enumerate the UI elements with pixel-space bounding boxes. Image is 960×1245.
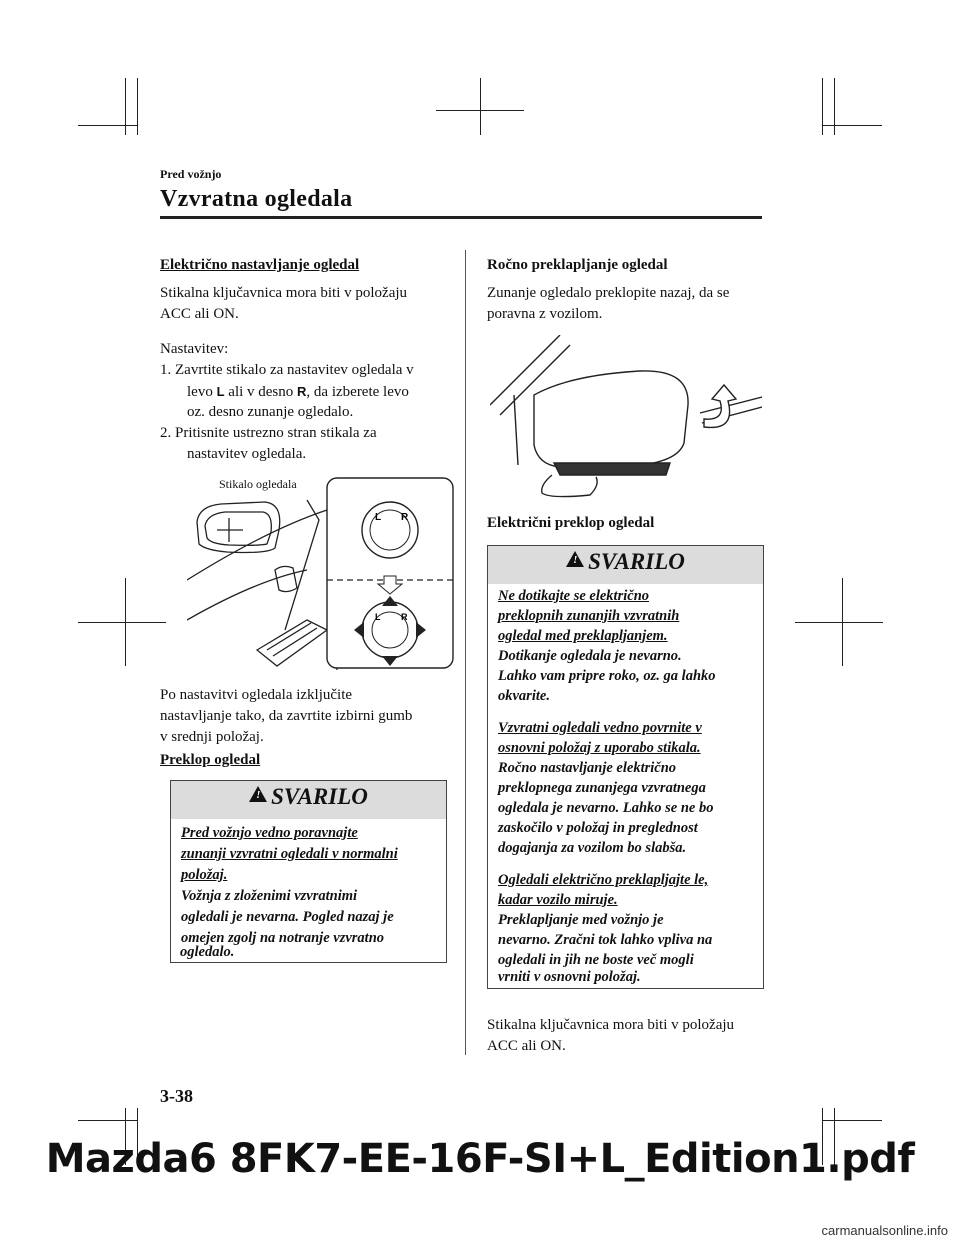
paragraph-line: poravna z vozilom. bbox=[487, 306, 603, 322]
warning-line: Lahko vam pripre roko, oz. ga lahko bbox=[498, 668, 716, 684]
paragraph-line: ACC ali ON. bbox=[160, 306, 239, 322]
paragraph-line: Nastavitev: bbox=[160, 341, 229, 357]
figure-label-switch: Stikalo ogledala bbox=[219, 477, 297, 491]
warning-line: ogledala je nevarno. Lahko se ne bo bbox=[498, 800, 714, 816]
heading-fold: Preklop ogledal bbox=[160, 752, 261, 768]
warning-line: Dotikanje ogledala je nevarno. bbox=[498, 648, 682, 664]
mirror-fold-illustration bbox=[490, 335, 762, 500]
warning-line: preklopnega zunanjega vzvratnega bbox=[498, 780, 706, 796]
paragraph-line: v srednji položaj. bbox=[160, 729, 264, 745]
column-divider bbox=[465, 250, 466, 1055]
warning-line: zaskočilo v položaj in preglednost bbox=[498, 820, 698, 836]
warning-line: Vožnja z zloženimi vzvratnimi bbox=[181, 888, 358, 904]
warning-triangle-icon: ! bbox=[566, 551, 584, 567]
heading-electric-fold: Električni preklop ogledal bbox=[487, 515, 655, 531]
step-line: nastavitev ogledala. bbox=[187, 446, 307, 462]
section-label: Pred vožnjo bbox=[160, 167, 222, 181]
warning-line: nevarno. Zračni tok lahko vpliva na bbox=[498, 932, 713, 948]
warning-title: ! SVARILO bbox=[488, 549, 763, 575]
page-title: Vzvratna ogledala bbox=[160, 186, 353, 212]
svg-text:L: L bbox=[375, 512, 382, 523]
page-number: 3-38 bbox=[160, 1086, 193, 1106]
paragraph-line: Po nastavitvi ogledala izključite bbox=[160, 687, 353, 703]
paragraph-line: Zunanje ogledalo preklopite nazaj, da se bbox=[487, 285, 730, 301]
warning-line: ogledali je nevarna. Pogled nazaj je bbox=[181, 909, 394, 925]
warning-line: osnovni položaj z uporabo stikala. bbox=[498, 740, 701, 756]
step-line: levo L ali v desno R, da izberete levo bbox=[187, 384, 409, 400]
warning-line: Vzvratni ogledali vedno povrnite v bbox=[498, 720, 702, 736]
warning-line: Ročno nastavljanje električno bbox=[498, 760, 677, 776]
paragraph-line: ACC ali ON. bbox=[487, 1038, 566, 1054]
svg-text:R: R bbox=[401, 612, 408, 622]
heading-electric-adjust: Električno nastavljanje ogledal bbox=[160, 257, 360, 273]
warning-box bbox=[487, 545, 764, 989]
warning-line: preklopnih zunanjih vzvratnih bbox=[498, 608, 680, 624]
warning-line: dogajanja za vozilom bo slabša. bbox=[498, 840, 687, 856]
warning-line: ogledali in jih ne boste več mogli bbox=[498, 952, 694, 968]
warning-line: položaj. bbox=[181, 867, 228, 883]
paragraph-line: Stikalna ključavnica mora biti v položaju bbox=[487, 1017, 735, 1033]
warning-line: vrniti v osnovni položaj. bbox=[498, 969, 641, 985]
warning-line: zunanji vzvratni ogledali v normalni bbox=[181, 846, 398, 862]
header-divider bbox=[160, 216, 762, 219]
warning-line: Pred vožnjo vedno poravnajte bbox=[181, 825, 358, 841]
paragraph-line: nastavljanje tako, da zavrtite izbirni gumb bbox=[160, 708, 413, 724]
footer-filename: Mazda6 8FK7-EE-16F-SI+L_Edition1.pdf bbox=[45, 1136, 915, 1182]
warning-line: kadar vozilo miruje. bbox=[498, 892, 618, 908]
warning-line: okvarite. bbox=[498, 688, 550, 704]
paragraph-line: Stikalna ključavnica mora biti v položaju bbox=[160, 285, 408, 301]
heading-manual-fold: Ročno preklapljanje ogledal bbox=[487, 257, 668, 273]
warning-line: ogledalo. bbox=[180, 944, 235, 960]
warning-line: ogledal med preklapljanjem. bbox=[498, 628, 668, 644]
step-line: 1. Zavrtite stikalo za nastavitev ogledala v bbox=[160, 362, 414, 378]
warning-box bbox=[170, 780, 447, 963]
step-line: 2. Pritisnite ustrezno stran stikala za bbox=[160, 425, 377, 441]
warning-line: Ogledali električno preklapljajte le, bbox=[498, 872, 709, 888]
warning-triangle-icon: ! bbox=[249, 786, 267, 802]
svg-text:L: L bbox=[375, 612, 381, 622]
mirror-switch-illustration bbox=[187, 470, 455, 670]
R-glyph-icon: R bbox=[297, 384, 307, 399]
warning-title: ! SVARILO bbox=[171, 784, 446, 810]
warning-line: Ne dotikajte se električno bbox=[498, 588, 650, 604]
warning-line: Preklapljanje med vožnjo je bbox=[498, 912, 664, 928]
L-glyph-icon: L bbox=[216, 384, 225, 399]
step-line: oz. desno zunanje ogledalo. bbox=[187, 404, 354, 420]
footer-site: carmanualsonline.info bbox=[821, 1223, 948, 1238]
warning-line: omejen zgolj na notranje vzvratno bbox=[181, 930, 385, 946]
svg-text:R: R bbox=[401, 512, 409, 523]
